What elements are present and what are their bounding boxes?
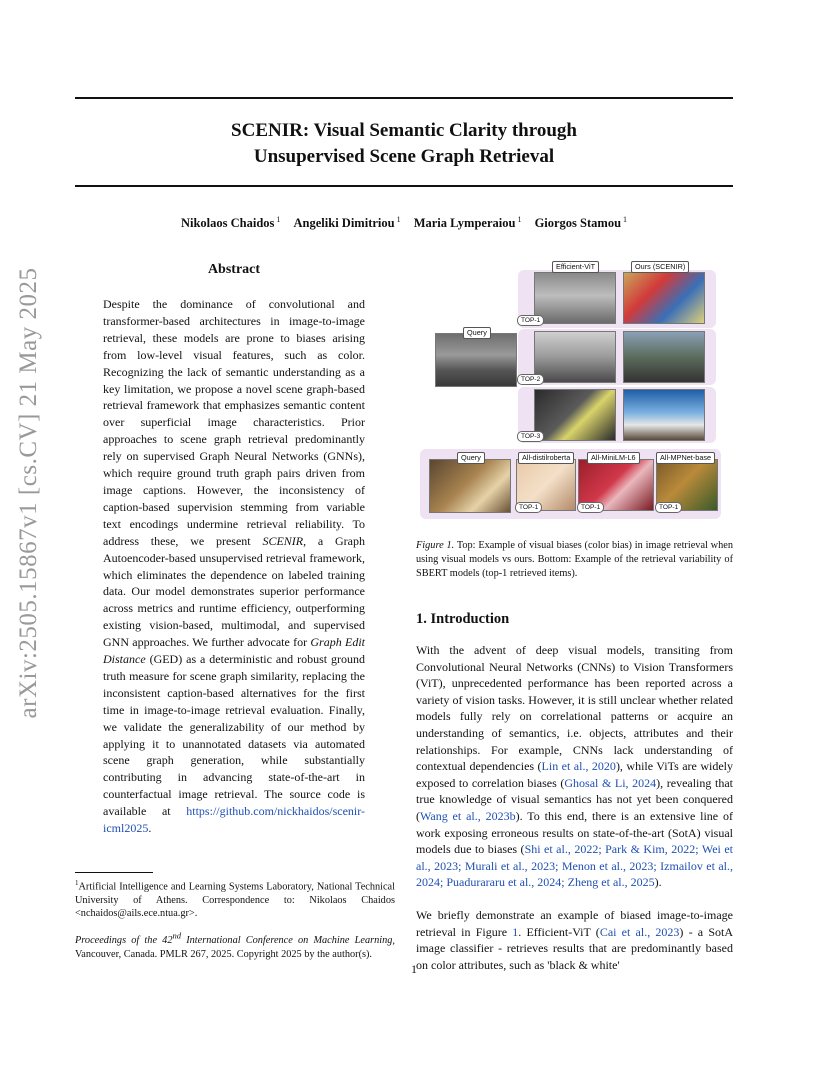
top1-tag: TOP-1 bbox=[517, 315, 544, 326]
affiliation-footnote bbox=[75, 877, 395, 921]
query-image-street bbox=[435, 333, 517, 387]
footnote-text: Artificial Intelligence and Learning Systems Laboratory, National Technical University of Athens. Correspondence to: Nikolaos Chaidos <nchaidos@ails.ece.ntua.gr>. bbox=[75, 881, 395, 920]
footnote-rule bbox=[75, 872, 153, 873]
author-name: Maria Lymperaiou bbox=[413, 216, 516, 231]
top3-tag: TOP-3 bbox=[517, 431, 544, 442]
conference-name: International Conference on Machine Learning bbox=[181, 935, 393, 947]
figure-caption bbox=[416, 539, 733, 580]
arxiv-stamp bbox=[14, 267, 44, 719]
paper-title bbox=[75, 118, 733, 170]
author bbox=[414, 216, 522, 230]
scenir-top2-image bbox=[623, 331, 705, 383]
title-rule-bottom bbox=[75, 185, 733, 187]
top2-tag: TOP-2 bbox=[517, 374, 544, 385]
intro-text: ) - a SotA image classifier - retrieves results that are predominantly based on color attributes, such as 'black & white' bbox=[416, 924, 734, 972]
author-name: Giorgos Stamou bbox=[534, 216, 622, 231]
query-image-cat bbox=[429, 459, 511, 513]
intro-text: ). To this end, there is an extensive line of work exposing erroneous results on state-of-the-art (SotA) visual models due to biases ( bbox=[416, 808, 733, 857]
minilm-top1-tag: TOP-1 bbox=[577, 502, 604, 513]
intro-paragraph-2 bbox=[416, 907, 733, 973]
scenir-label: Ours (SCENIR) bbox=[631, 261, 689, 273]
source-code-link[interactable]: https://github.com/nickhaidos/scenir-icml2025 bbox=[103, 804, 365, 836]
author bbox=[294, 216, 401, 230]
intro-text: With the advent of deep visual models, transiting from Convolutional Neural Networks (CNNs) to Vision Transformers (ViT), unprecedented performance has been reported across a variety of vision tasks. However, it is still unclear whether related models fully rely on correlational patterns or acquire an understanding of semantics, i.e. objects, attributes and their relationships. For example, CNNs lack understanding of contextual dependencies ( bbox=[416, 643, 733, 774]
author-name: Angeliki Dimitriou bbox=[293, 216, 395, 231]
efficient-vit-top3-image bbox=[534, 389, 616, 441]
author bbox=[181, 216, 280, 230]
affiliation-marker: 1 bbox=[623, 215, 628, 224]
scenir-top3-image bbox=[623, 389, 705, 441]
citation-link[interactable]: Ghosal & Li, 2024 bbox=[564, 775, 657, 790]
intro-text: ), revealing that true knowledge of visual semantics has not yet been conquered ( bbox=[416, 775, 733, 823]
abstract-part: . bbox=[148, 821, 152, 836]
intro-text: We briefly demonstrate an example of biased image-to-image retrieval in Figure bbox=[416, 908, 733, 939]
intro-text: ), while ViTs are widely exposed to correlation biases ( bbox=[416, 759, 733, 790]
citation-link[interactable]: Cai et al., 2023 bbox=[599, 924, 680, 939]
title-line-2: Unsupervised Scene Graph Retrieval bbox=[253, 146, 555, 167]
query-label-bottom: Query bbox=[457, 452, 485, 464]
figure-1 bbox=[413, 259, 733, 521]
caption-text: Top: Example of visual biases (color bias) in image retrieval when using visual models vs ours. Bottom: Example of the retrieval variability of SBERT models (top-1 retrieved items). bbox=[416, 540, 733, 579]
intro-paragraph-1 bbox=[416, 642, 733, 891]
minilm-label: All-MiniLM-L6 bbox=[587, 452, 640, 464]
figure-label: Figure 1. bbox=[416, 540, 455, 551]
proceedings-prefix: Proceedings of the 42 bbox=[75, 935, 173, 947]
affiliation-marker: 1 bbox=[276, 215, 281, 224]
intro-text: ). bbox=[654, 875, 662, 890]
abstract-part: , a Graph Autoencoder-based unsupervised retrieval framework, which eliminates the dependence on labeled training data. Our model demonstrates superior performance across metrics and runtime efficiency, outperforming existing vision-based, multimodal, and supervised GNN approaches. We further advocate for bbox=[103, 533, 365, 650]
efficient-vit-label: Efficient-ViT bbox=[552, 261, 599, 273]
ordinal-suffix: nd bbox=[172, 931, 182, 941]
abstract-heading: Abstract bbox=[207, 262, 261, 277]
figure-reference-link[interactable]: 1 bbox=[512, 924, 519, 939]
author bbox=[535, 216, 627, 230]
efficient-vit-top1-image bbox=[534, 272, 616, 324]
citation-list-link[interactable]: Shi et al., 2022; Park & Kim, 2022; Wei et al., 2023; Murali et al., 2023; Menon et al., 2023; Izmailov et al., 2024; Puadurararu et al., 2024; Zheng et al., 2025 bbox=[416, 842, 733, 890]
proceedings-rest: , Vancouver, Canada. PMLR 267, 2025. Copyright 2025 by the author(s). bbox=[75, 935, 395, 960]
title-rule-top bbox=[75, 97, 733, 99]
abstract-part: Despite the dominance of convolutional and transformer-based architectures in image-to-image retrieval, these models are prone to biases arising from low-level visual features, such as color. Recognizing the lack of semantic understanding as a key limitation, we propose a novel scene graph-based retrieval framework that emphasizes semantic content over superficial image characteristics. Prior approaches to scene graph retrieval predominantly rely on supervised Graph Neural Networks (GNNs), which require ground truth graph pairs driven from image captions. However, the inconsistency of caption-based supervision stemming from variable text encodings undermine retrieval reliability. To address these, we present bbox=[103, 297, 365, 548]
abstract-part: (GED) as a deterministic and robust ground truth measure for scene graph similarity, replacing the inconsistent caption-based alternatives for the first time in image-to-image retrieval evaluation. Finally, we validate the generalizability of our method by applying it to unannotated datasets via automated scene graph generation, while substantially contributing in advancing state-of-the-art in counterfactual image retrieval. The source code is available at bbox=[103, 652, 365, 819]
abstract-text bbox=[103, 296, 365, 837]
method-name: SCENIR bbox=[262, 533, 304, 548]
citation-link[interactable]: Lin et al., 2020 bbox=[541, 759, 616, 774]
ged-term: Graph Edit Distance bbox=[103, 635, 365, 667]
distilroberta-label: All-distilroberta bbox=[518, 452, 574, 464]
citation-link[interactable]: Wang et al., 2023b bbox=[420, 808, 516, 823]
mpnet-label: All-MPNet-base bbox=[656, 452, 715, 464]
arxiv-stamp-text: arXiv:2505.15867v1 [cs.CV] 21 May 2025 bbox=[15, 267, 42, 719]
efficient-vit-top2-image bbox=[534, 331, 616, 383]
query-label-top: Query bbox=[463, 327, 491, 339]
footnote-marker: 1 bbox=[75, 879, 79, 887]
proceedings-note bbox=[75, 930, 395, 961]
author-list bbox=[75, 215, 733, 231]
mpnet-top1-tag: TOP-1 bbox=[655, 502, 682, 513]
affiliation-marker: 1 bbox=[517, 215, 522, 224]
author-name: Nikolaos Chaidos bbox=[180, 216, 275, 231]
distilroberta-top1-tag: TOP-1 bbox=[515, 502, 542, 513]
scenir-top1-image bbox=[623, 272, 705, 324]
affiliation-marker: 1 bbox=[396, 215, 401, 224]
page-number: 1 bbox=[411, 962, 417, 976]
intro-text: . Efficient-ViT ( bbox=[518, 924, 600, 939]
introduction-heading: 1. Introduction bbox=[416, 611, 510, 627]
title-line-1: SCENIR: Visual Semantic Clarity through bbox=[231, 120, 577, 141]
